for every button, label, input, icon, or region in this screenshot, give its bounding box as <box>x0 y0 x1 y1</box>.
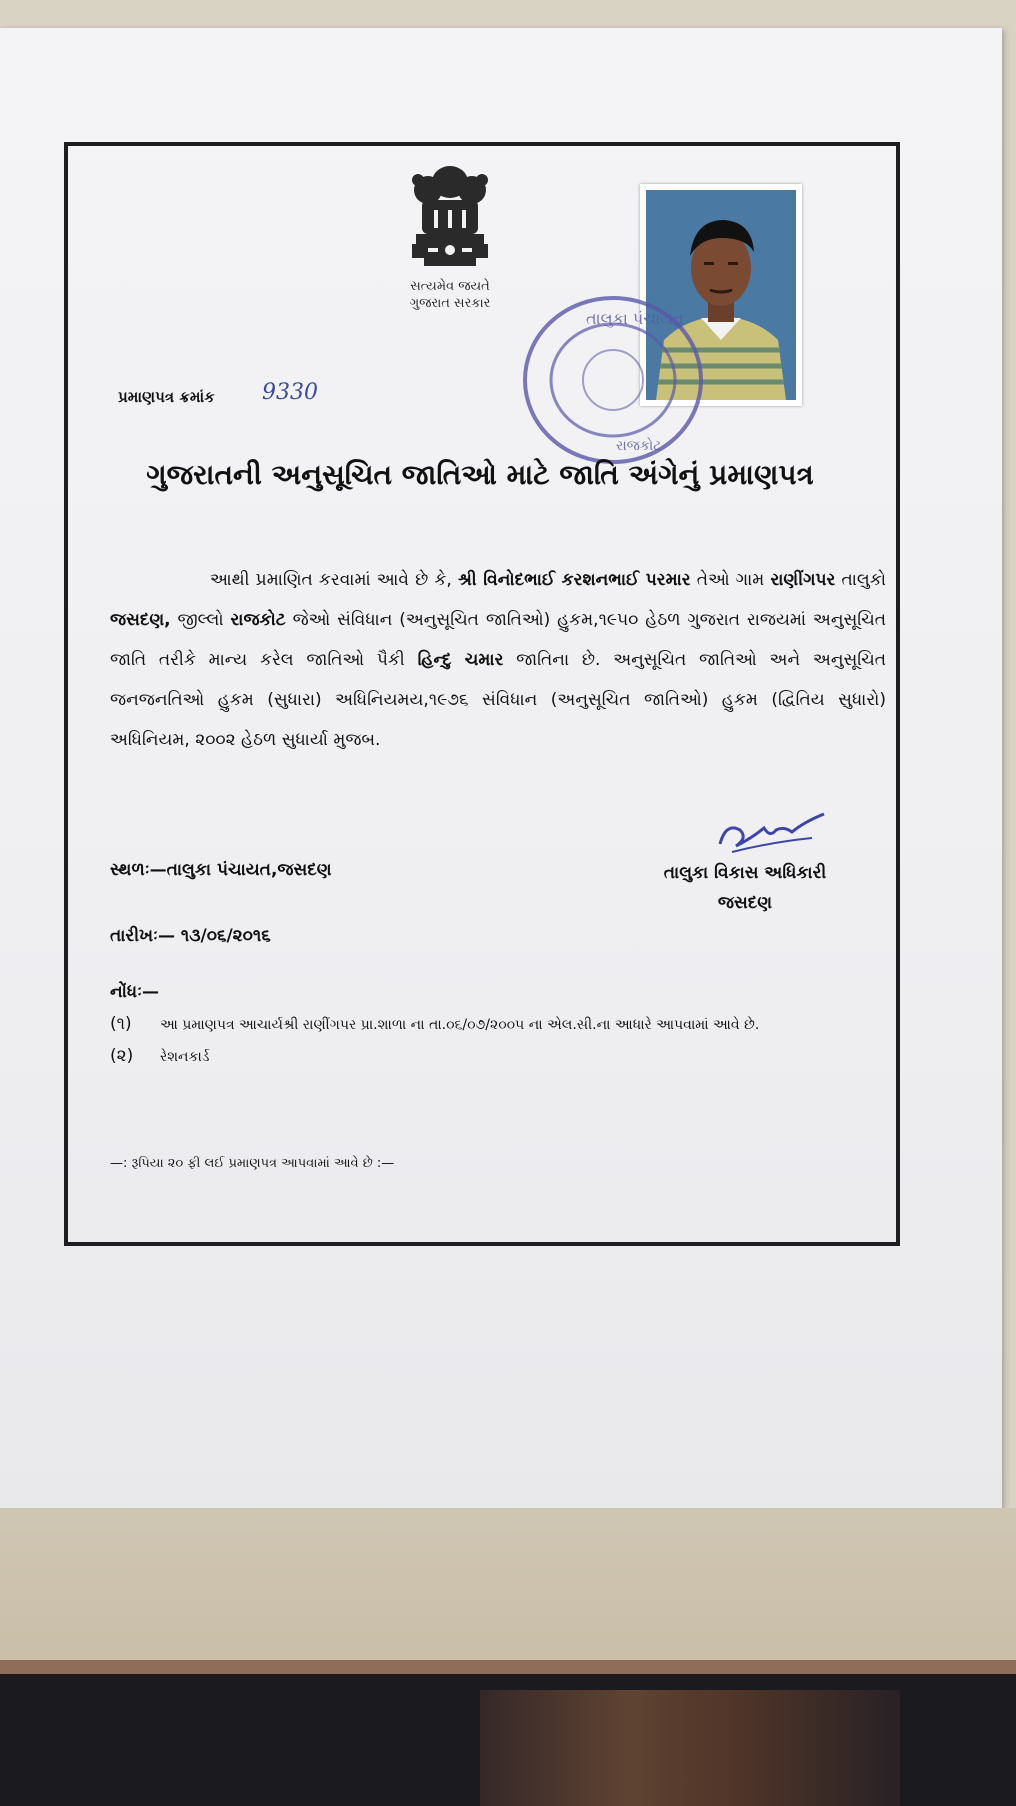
issue-date: તારીખઃ— ૧૩/૦૬/૨૦૧૬ <box>110 926 271 946</box>
certificate-number-label: પ્રમાણપત્ર ક્રમાંક <box>118 388 215 406</box>
district-label: જીલ્લો <box>177 610 224 630</box>
village-name: રાણીંગપર <box>770 570 836 590</box>
stamp-text-bottom: રાજકોટ <box>616 438 662 454</box>
taluka-name: જસદણ, <box>110 610 171 630</box>
certificate-body <box>110 560 886 760</box>
issuing-officer <box>630 858 860 918</box>
fabric-background <box>480 1690 900 1806</box>
note-text: આ પ્રમાણપત્ર આચાર્યશ્રી રાણીંગપર પ્રા.શાળા ના તા.૦૬/૦૭/૨૦૦૫ ના એલ.સી.ના આધારે આપવામાં આવે છે. <box>160 1017 760 1033</box>
officer-location: જસદણ <box>717 893 773 913</box>
panchayat-seal-stamp <box>516 290 710 470</box>
national-emblem-icon <box>400 160 500 278</box>
certificate-title: ગુજરાતની અનુસૂચિત જાતિઓ માટે જાતિ અંગેનું પ્રમાણપત્ર <box>146 458 814 491</box>
certificate-number: 9330 <box>262 380 318 405</box>
table-surface <box>0 1508 1016 1668</box>
officer-title: તાલુકા વિકાસ અધિકારી <box>663 863 827 883</box>
district-name: રાજકોટ <box>230 610 286 630</box>
fee-notice: —: રૂપિયા ૨૦ ફી લઈ પ્રમાણપત્ર આપવામાં આવે છે :— <box>110 1156 395 1171</box>
table-rim <box>0 1660 1016 1674</box>
body-intro: આથી પ્રમાણિત કરવામાં આવે છે કે, <box>210 570 452 590</box>
note-item <box>110 1046 209 1066</box>
emblem-motto: સત્યમેવ જયતે <box>410 279 490 294</box>
body-text-part2: જાતિના છે. અનુસૂચિત જાતિઓ અને અનુસૂચિત જનજનતિઓ હુકમ (સુધારા) અધિનિયમય,૧૯૭૬ સંવિધાન (અનુસૂચિત જાતિઓ) હુકમ (દ્વિતિય સુધારો) અધિનિયમ, ૨૦૦૨ હેઠળ સુધાર્યા મુજબ. <box>110 650 887 750</box>
taluka-label: તાલુકો <box>841 570 887 590</box>
caste-name: હિન્દુ ચમાર <box>417 650 504 670</box>
stamp-text-top: તાલુકા પંચાયત <box>586 309 684 328</box>
issue-place: સ્થળઃ—તાલુકા પંચાયત,જસદણ <box>110 860 332 880</box>
body-text-part1: જેઓ સંવિધાન (અનુસૂચિત જાતિઓ) હુકમ,૧૯૫૦ હેઠળ ગુજરાત રાજયમાં અનુસૂચિત જાતિ તરીકે માન્ય કરેલ જાતિઓ પૈકી <box>110 610 887 670</box>
note-item <box>110 1014 759 1034</box>
body-after-name: તેઓ ગામ <box>696 570 765 590</box>
officer-signature <box>712 808 832 860</box>
note-text: રેશનકાર્ડ <box>160 1049 210 1065</box>
note-number: (૧) <box>110 1014 132 1034</box>
emblem-caption <box>372 278 528 312</box>
note-number: (૨) <box>110 1046 134 1066</box>
holder-name: શ્રી વિનોદભાઈ કરશનભાઈ પરમાર <box>457 570 691 590</box>
emblem-government: ગુજરાત સરકાર <box>409 296 491 311</box>
notes-heading: નોંધઃ— <box>110 982 159 1002</box>
